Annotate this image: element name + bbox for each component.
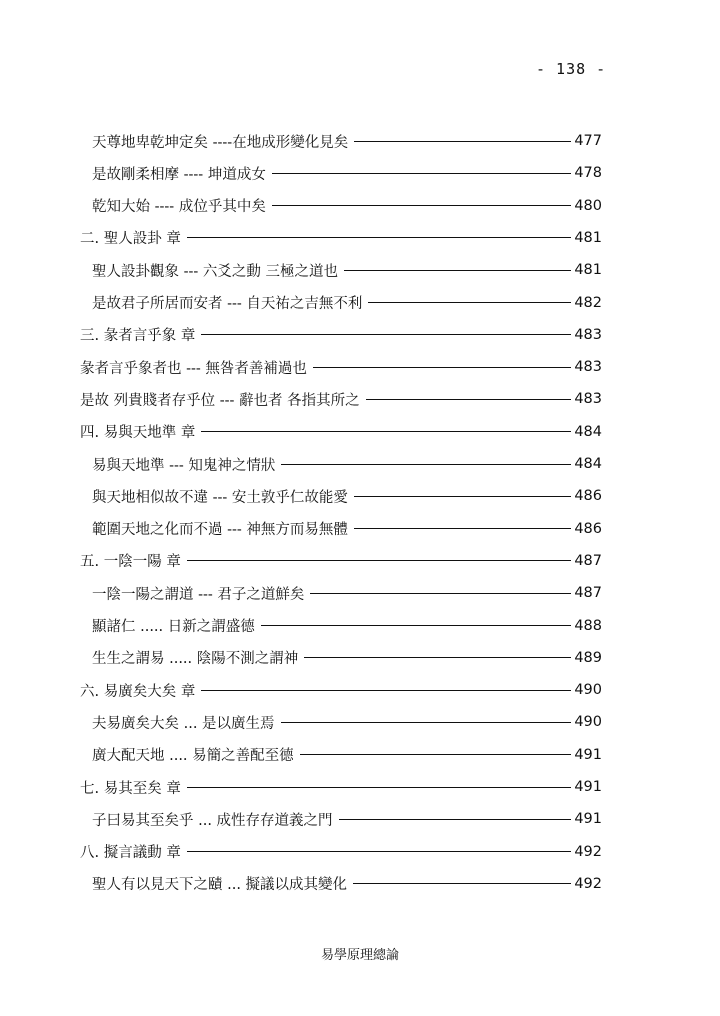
- toc-entry-title: 生生之謂易 ..... 陰陽不測之謂神: [92, 651, 299, 668]
- toc-page-number: 491: [574, 746, 602, 763]
- toc-entry-title: 乾知大始 ---- 成位乎其中矣: [92, 199, 266, 216]
- toc-entry-title: 與天地相似故不違 --- 安土敦乎仁故能愛: [92, 489, 348, 506]
- toc-leader-line: [310, 593, 571, 594]
- page-footer-title: 易學原理總論: [320, 948, 399, 963]
- toc-leader-line: [354, 141, 571, 142]
- toc-leader-line: [344, 270, 571, 271]
- toc-entry-title: 六. 易廣矣大矣 章: [80, 683, 196, 700]
- toc-leader-line: [339, 819, 572, 820]
- toc-entry-row: [92, 128, 602, 154]
- toc-entry-title: 易與天地準 --- 知鬼神之情狀: [92, 457, 276, 474]
- toc-chapter-row: [80, 419, 602, 445]
- toc-entry-title: 一陰一陽之謂道 --- 君子之道鮮矣: [92, 586, 305, 603]
- toc-entry-title: 顯諸仁 ..... 日新之謂盛德: [92, 619, 255, 635]
- toc-entry-row: [92, 290, 602, 316]
- toc-leader-line: [272, 173, 571, 174]
- toc-page-number: 483: [574, 359, 602, 376]
- toc-leader-line: [201, 334, 571, 335]
- toc-entry-title: 天尊地卑乾坤定矣 ----在地成形變化見矣: [92, 134, 349, 151]
- toc-chapter-row: [80, 677, 602, 703]
- toc-entry-title: 聖人設卦觀象 --- 六爻之動 三極之道也: [92, 263, 339, 280]
- toc-page-number: 488: [574, 617, 602, 634]
- toc-leader-line: [201, 690, 571, 691]
- toc-entry-title: 三. 彖者言乎象 章: [80, 328, 196, 345]
- toc-page-number: 489: [574, 649, 602, 666]
- toc-leader-line: [187, 237, 571, 238]
- toc-entry-title: 七. 易其至矣 章: [80, 780, 181, 797]
- toc-page-number: 483: [574, 391, 602, 408]
- toc-chapter-row: [80, 386, 602, 412]
- page-number: - 138 -: [536, 60, 607, 78]
- toc-page-number: 487: [574, 552, 602, 569]
- toc-entry-title: 五. 一陰一陽 章: [80, 554, 181, 571]
- toc-page-number: 484: [574, 456, 602, 472]
- toc-page-number: 481: [574, 262, 602, 279]
- toc-entry-title: 二. 聖人設卦 章: [80, 231, 181, 248]
- toc-entry-title: 八. 擬言議動 章: [80, 845, 181, 862]
- toc-leader-line: [304, 657, 571, 658]
- toc-leader-line: [313, 367, 571, 368]
- toc-page-number: 491: [574, 811, 602, 828]
- toc-leader-line: [187, 787, 571, 788]
- toc-page-number: 486: [574, 488, 602, 505]
- toc-chapter-row: [80, 225, 602, 251]
- toc-entry-title: 範圍天地之化而不過 --- 神無方而易無體: [92, 522, 348, 539]
- toc-leader-line: [354, 528, 571, 529]
- toc-page-number: 483: [574, 326, 602, 343]
- toc-page-number: 491: [574, 779, 602, 795]
- toc-entry-title: 夫易廣矣大矣 ... 是以廣生焉: [92, 715, 275, 732]
- toc-entry-title: 子曰易其至矣乎 ... 成性存存道義之門: [92, 812, 333, 829]
- toc-page-number: 480: [574, 197, 602, 214]
- toc-leader-line: [281, 464, 571, 465]
- toc-leader-line: [272, 205, 571, 206]
- toc-leader-line: [300, 754, 572, 755]
- toc-entry-title: 是故君子所居而安者 --- 自天祐之吉無不利: [92, 296, 363, 312]
- toc-entry-row: [92, 806, 602, 832]
- toc-leader-line: [354, 496, 571, 497]
- toc-page-number: 492: [574, 875, 602, 892]
- toc-page-number: 482: [574, 294, 602, 311]
- toc-leader-line: [368, 302, 571, 303]
- toc-page-number: 490: [574, 714, 602, 731]
- toc-leader-line: [187, 560, 571, 561]
- toc-leader-line: [353, 883, 571, 884]
- toc-entry-row: [92, 193, 602, 219]
- toc-leader-line: [366, 399, 572, 400]
- toc-page-number: 481: [574, 229, 602, 246]
- toc-entry-title: 廣大配天地 .... 易簡之善配至德: [92, 748, 294, 765]
- toc-chapter-row: [80, 839, 602, 865]
- toc-entry-title: 是故 列貴賤者存乎位 --- 辭也者 各指其所之: [80, 392, 360, 409]
- toc-leader-line: [187, 851, 571, 852]
- toc-entry-row: [92, 257, 602, 283]
- toc-entry-row: [92, 645, 602, 671]
- toc-chapter-row: [80, 322, 602, 348]
- toc-entry-title: 彖者言乎象者也 --- 無咎者善補過也: [80, 360, 307, 377]
- toc-chapter-row: [80, 354, 602, 380]
- toc-entry-row: [92, 516, 602, 542]
- toc-page-number: 490: [574, 682, 602, 699]
- toc-entry-title: 四. 易與天地準 章: [80, 425, 196, 442]
- toc-entry-row: [92, 742, 602, 768]
- toc-entry-row: [92, 613, 602, 639]
- toc-page-number: 487: [574, 585, 602, 602]
- toc-page-number: 484: [574, 423, 602, 440]
- toc-page-number: 477: [574, 133, 602, 149]
- toc-entry-row: [92, 709, 602, 735]
- toc-entry-title: 是故剛柔相摩 ---- 坤道成女: [92, 166, 266, 183]
- toc-chapter-row: [80, 548, 602, 574]
- toc-page-number: 486: [574, 520, 602, 537]
- toc-leader-line: [281, 722, 572, 723]
- toc-leader-line: [201, 431, 571, 432]
- toc-entry-row: [92, 160, 602, 186]
- toc-entry-row: [92, 483, 602, 509]
- toc-page-number: 478: [574, 165, 602, 182]
- toc-entry-row: [92, 580, 602, 606]
- toc-entry-row: [92, 451, 602, 477]
- toc-entry-title: 聖人有以見天下之賾 ... 擬議以成其變化: [92, 877, 348, 894]
- toc-leader-line: [261, 625, 572, 626]
- toc-chapter-row: [80, 774, 602, 800]
- toc-page-number: 492: [574, 843, 602, 860]
- toc-entry-row: [92, 871, 602, 897]
